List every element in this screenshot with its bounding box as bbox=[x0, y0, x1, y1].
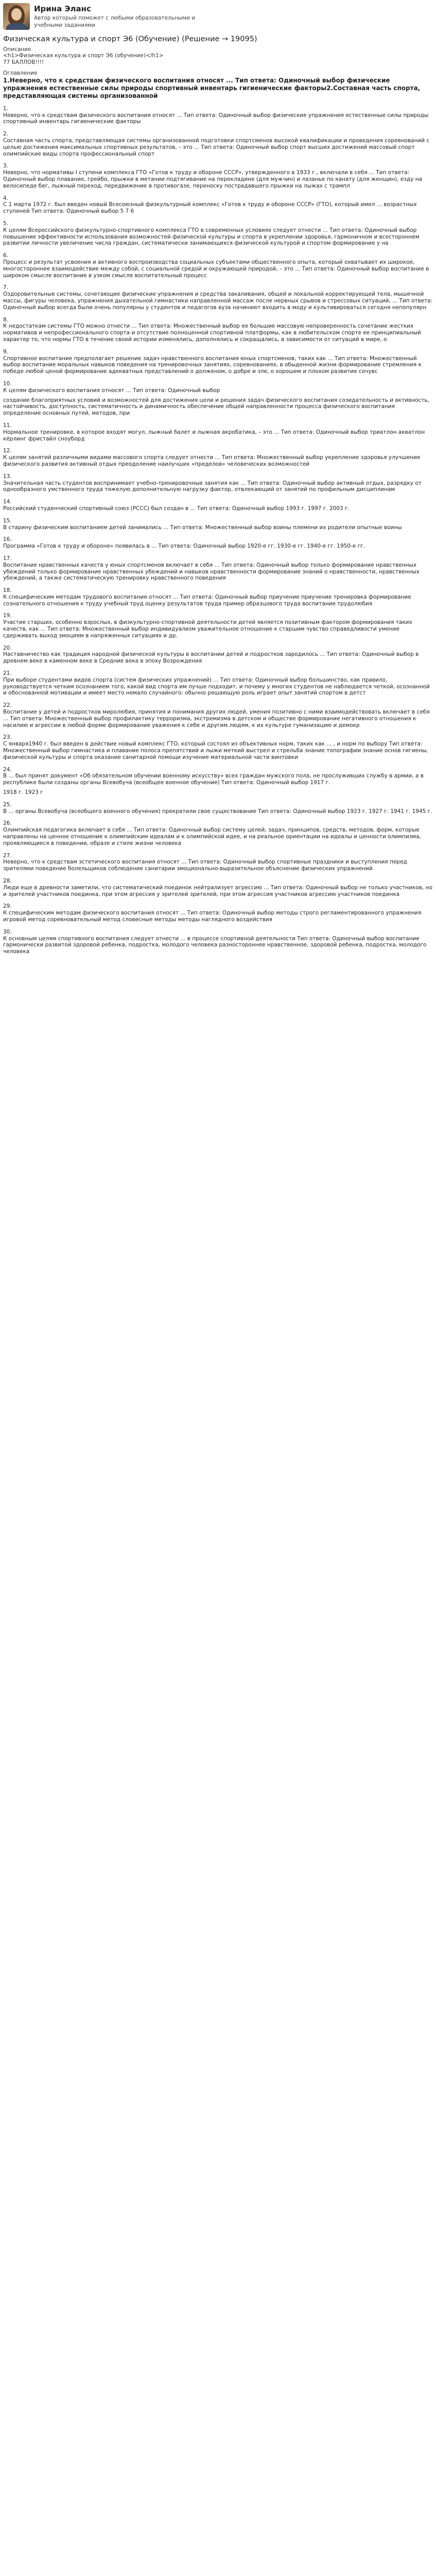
question-item bbox=[3, 670, 433, 697]
question-number: 9. bbox=[3, 348, 9, 355]
question-item bbox=[3, 499, 433, 512]
question-item bbox=[3, 349, 433, 375]
question-number: 27. bbox=[3, 852, 12, 859]
avatar bbox=[3, 3, 30, 30]
question-item bbox=[3, 878, 433, 897]
question-text: К специфическим методам физического воспитания относят ... Тип ответа: Одиночный выбор методы строго регламентированного упражнения игровой метод соревновательный метод словесные методы методы наглядного воздействия bbox=[3, 910, 422, 923]
question-text: Программа «Готов к труду и обороне» появилась в ... Тип ответа: Одиночный выбор 1920-е гг. 1930-е гг. 1940-е гг. 1950-е гг. bbox=[3, 543, 365, 550]
question-item bbox=[3, 734, 433, 760]
question-item bbox=[3, 195, 433, 215]
question-item bbox=[3, 820, 433, 846]
question-number: 12. bbox=[3, 448, 12, 454]
question-item bbox=[3, 106, 433, 125]
question-text: Нормальное тренировке, в которое входят могул, лыжный балет и лыжная акробатика, – это ... Тип ответа: Одиночный выбор триатлон акватлон кёрлинг фристайл сноуборд bbox=[3, 429, 425, 442]
question-number: 20. bbox=[3, 645, 12, 651]
question-item bbox=[3, 473, 433, 493]
author-description-line: учебными заданиями bbox=[34, 22, 96, 28]
question-item bbox=[3, 131, 433, 157]
question-item bbox=[3, 422, 433, 442]
question-text: Процесс и результат усвоения и активного воспроизводства социальных субъектами общественного опыта, который охватывает их широкое, многостороннее взаимодействие между собой, с социальной средой и окружающей природой, – это ... Тип ответа: Одиночный выбор воспитание в широком смысле воспитание в узком смысле воспитательный процесс bbox=[3, 259, 429, 279]
question-item bbox=[3, 317, 433, 343]
question-number: 8. bbox=[3, 316, 9, 323]
question-item bbox=[3, 645, 433, 665]
question-number: 11. bbox=[3, 422, 12, 429]
question-item bbox=[3, 613, 433, 639]
question-item bbox=[3, 536, 433, 550]
question-text: С января1940 г. был введен в действие новый комплекс ГТО, который состоял из объективных норм, таких как ... , и норм по выбору Тип ответа: Множественный выбор гимнастика и плавание полоса препятствий и лыжи меткий выстрел и стрельба знание топографии знание основ гигиены, физической культуры и спорта оказание санитарной помощи изучение материальной части винтовки bbox=[3, 741, 428, 760]
question-text: Олимпийская педагогика включает в себя ... Тип ответа: Одиночный выбор систему целей, задач, принципов, средств, методов, форм, которые направлены на ценное отношение к олимпийским идеалам и к олимпийской идее, и на реальное ориентации на идеалы и ценности олимпизма, проявляющиеся в поведении, образе и стиле жизни человека bbox=[3, 827, 422, 846]
question-text: Воспитание нравственных качеств у юных спортсменов включает в себя ... Тип ответа: Одиночный выбор только формирование нравственных убеждений только формирование нравственных убеждений и навыков нравственности формирование знаний о нравственности, нравственных убеждений, а также систематическую тренировку нравственного поведения bbox=[3, 562, 420, 582]
author-description-line: Автор который поможет с любыми образовательными и bbox=[34, 15, 196, 22]
question-item bbox=[3, 767, 433, 786]
question-number: 22. bbox=[3, 702, 12, 709]
question-number: 6. bbox=[3, 252, 9, 259]
question-item bbox=[3, 903, 433, 923]
question-number: 3. bbox=[3, 163, 9, 170]
question-item bbox=[3, 381, 433, 394]
question-number: 14. bbox=[3, 499, 12, 505]
question-text: К целям занятий различными видами массового спорта следует отнести ... Тип ответа: Множественный выбор укрепление здоровья улучшение физического развития активный отдых преодоление наилучших «пределов» человеческих возможностей bbox=[3, 454, 421, 467]
question-number: 17. bbox=[3, 555, 12, 562]
question-item bbox=[3, 394, 433, 417]
question-item bbox=[3, 221, 433, 247]
document-page bbox=[0, 0, 436, 960]
question-item bbox=[3, 518, 433, 531]
question-number: 19. bbox=[3, 613, 12, 619]
question-item bbox=[3, 252, 433, 279]
question-number: 21. bbox=[3, 670, 12, 677]
question-text: При выборе студентами видов спорта (систем физических упражнений) ... Тип ответа: Одиночный выбор большинство, как правило, руководствуется четким осознанием того, какой вид спорта им лучше подходит, и почему у многих студентов не наблюдается четкой, осознанной и обоснованной мотивации и имеет место немало случайного: обычно решающую роль играет опыт занятий спортом в детст bbox=[3, 676, 430, 697]
question-text: Люди еще в древности заметили, что систематический поединок нейтрализует агрессию ... Тип ответа: Одиночный выбор не только участников, но и зрителей участников поединка, при этом агрессия у зрителей зрителей, при этом агрессия участников агрессию участников поединка bbox=[3, 884, 432, 897]
toc-title: Оглавление bbox=[3, 70, 38, 77]
question-text: Наставничество как традиция народной физической культуры в воспитании детей и подростков зародилось ... Тип ответа: Одиночный выбор в древнем веке в каменном веке в Средние века в эпоху Возрождения bbox=[3, 651, 419, 665]
question-number: 10. bbox=[3, 380, 12, 387]
question-item bbox=[3, 587, 433, 607]
question-number: 24. bbox=[3, 766, 12, 773]
question-number: 25. bbox=[3, 801, 12, 808]
question-item bbox=[3, 448, 433, 467]
question-number: 13. bbox=[3, 473, 12, 480]
question-text: К целям физического воспитания относят ... Тип ответа: Одиночный выбор bbox=[3, 387, 220, 394]
description-label: Описание bbox=[3, 46, 31, 53]
question-item bbox=[3, 929, 433, 955]
question-number: 15. bbox=[3, 517, 12, 524]
question-text: Составная часть спорта, представляющая системы организованной подготовки спортсменов высокой квалификации и проведения соревнований с целью достижения максимальных спортивных результатов, – это ... Тип ответа: Одиночный выбор спорт высших достижений массовый спорт олимпийские виды спорта профессиональный спорт bbox=[3, 138, 430, 157]
question-text: К специфическим методам трудового воспитания относят ... Тип ответа: Одиночный выбор приучение приучение тренировка формирование сознательного отношения к труду учебный труд оценку результатов труда пример образцового труда воспитание трудолюбия bbox=[3, 594, 411, 607]
question-number: 30. bbox=[3, 928, 12, 935]
author-name[interactable]: Ирина Эланс bbox=[34, 4, 91, 13]
question-item bbox=[3, 786, 433, 796]
question-number: 26. bbox=[3, 820, 12, 827]
page-title: Физическая культура и спорт Э6 (Обучение) (Решение → 19095) bbox=[3, 35, 257, 43]
question-text: В ... был принят документ «Об обязательном обучении военному искусству» всех граждан мужского пола, не прослуживших службу в армии, а в республике были созданы органы Всевобуча (всеобщее военное обучение) Тип ответа: Одиночный выбор 1917 г. bbox=[3, 773, 424, 786]
question-number: 18. bbox=[3, 587, 12, 594]
question-text: В старину физическим воспитанием детей занимались ... Тип ответа: Множественный выбор воины племени их родители опытные воины bbox=[3, 524, 402, 531]
author-description bbox=[34, 15, 195, 29]
question-number: 5. bbox=[3, 221, 9, 227]
question-text: Участие старших, особенно взрослых, в физкультурно-спортивной деятельности детей является позитивным фактором формирования таких качеств, как ... Тип ответа: Множественный выбор индивидуализм уважительное отношение к старшим чувство справедливости умение сдерживать выход эмоциям в напряженных ситуациях и др. bbox=[3, 619, 412, 639]
score-line: 77 БАЛЛОВ!!!! bbox=[3, 59, 44, 66]
question-number: 7. bbox=[3, 284, 9, 291]
question-item bbox=[3, 284, 433, 311]
question-text: Российский студенческий спортивный союз (РССС) был создан в ... Тип ответа: Одиночный выбор 1993 г. 1997 г. 2003 г. bbox=[3, 505, 350, 512]
question-text: С 1 марта 1972 г. был введен новый Всесоюзный физкультурный комплекс «Готов к труду и обороне СССР» (ГТО), который имел ... возрастных ступеней Тип ответа: Одиночный выбор 5 7 6 bbox=[3, 201, 417, 215]
question-text: Оздоровительные системы, сочетающие физические упражнения и средства закаливания, общей и локальной корректирующей тела, мышечной массы, фигуры человека, упражнения дыхательной гимнастики направленной массаж после нервных срывов и стрессовых ситуаций, ... Тип ответа: Одиночный выбор всегда были очень популярны у студентов и педагогов вуза начинают входить в моду и культивироваться сегодня непопулярн bbox=[3, 291, 433, 311]
question-text: Неверно, что к средствам эстетического воспитания относят ... Тип ответа: Одиночный выбор спортивные праздники и выступления перед зрителями поведение болельщиков соблюдение санитарии эмоционально-выразительное объяснение физических упражнений bbox=[3, 859, 407, 872]
question-number: 16. bbox=[3, 536, 12, 543]
question-text: В ... органы Всевобуча (всеобщего военного обучения) прекратили свое существование Тип ответа: Одиночный выбор 1923 г. 1927 г. 1941 г. 1945 г. bbox=[3, 808, 432, 815]
question-number: 2. bbox=[3, 131, 9, 138]
author-info bbox=[34, 3, 195, 29]
question-item bbox=[3, 702, 433, 728]
question-number: 23. bbox=[3, 734, 12, 741]
question-number: 4. bbox=[3, 195, 9, 201]
question-number: 28. bbox=[3, 877, 12, 884]
question-text: Неверно, что нормативы I ступени комплекса ГТО «Готов к труду и обороне СССР», утвержденного в 1933 г., включали в себя ... Тип ответа: Одиночный выбор плавание, грейбо, прыжки в метании подтягивание на перекладине (для мужчин) и лазанье по канату (для женщин), езду на велосипеде бег, лыжный переход, передвижение в противогазе, переноску пострадавшего прыжки на лыжах с трампл bbox=[3, 170, 423, 189]
question-item bbox=[3, 853, 433, 872]
question-text: создание благоприятных условий и возможностей для достижения цели и решения задач физического воспитания созидательность и активность, настойчивость, доступность, систематичность и динамичность обеспечение общей направленности процесса физического воспитания определение основных путей, методов, при bbox=[3, 397, 429, 417]
author-block bbox=[3, 3, 433, 30]
question-text: К недостаткам системы ГТО можно отнести ... Тип ответа: Множественный выбор ее большие массовую непроверенность сочетание жестких нормативов и непрофессионального спорта и отсутствие полноценной спортивной платформы, как в любительском спорте ее принципиальный характер то, что нормы ГТО в течение своей истории изменялись, дополнялись и сокращались, в зависимости от ситуаций в мире, о bbox=[3, 323, 421, 343]
question-text: Значительная часть студентов воспринимает учебно-тренировочные занятия как ... Тип ответа: Одиночный выбор активный отдых, разрядку от однообразного умственного труда тяжелую дополнительную нагрузку фактор, отвлекающий от занятий по профильным дисциплинам bbox=[3, 480, 422, 493]
question-number: 1. bbox=[3, 105, 9, 112]
h1-line: <h1>Физическая культура и спорт Э6 (обучение)</h1> bbox=[3, 53, 164, 59]
question-text: Неверно, что к средствам физического воспитания относят ... Тип ответа: Одиночный выбор физические упражнения естественные силы природы спортивный инвентарь гигиенические факторы bbox=[3, 112, 429, 125]
question-item bbox=[3, 555, 433, 582]
questions-list bbox=[3, 106, 433, 955]
question-text: 1918 г. 1923 г bbox=[3, 789, 43, 796]
question-item bbox=[3, 163, 433, 189]
question-number: 29. bbox=[3, 903, 12, 910]
question-text: К основным целям спортивного воспитания следует отнести ... в процессе спортивной деятельности Тип ответа: Одиночный выбор воспитание гармонически развитой здоровой ребенка, подростка, молодого человека разностороннее нравственное, здоровой ребенка, подростка, молодого человека bbox=[3, 935, 427, 955]
question-text: Спортивное воспитание предполагает решение задач нравственного воспитания юных спортсменов, таких как ... Тип ответа: Множественный выбор воспитание моральных навыков поведения на тренировочных занятиях, соревнованиях, в обыденной жизни формирование стремления к победе любой ценой формирование адекватных представлений о долженом, о добре и зле, о хорошем и плохом развитие сочувс bbox=[3, 355, 422, 375]
toc-body: 1.Неверно, что к средствам физического воспитания относят ... Тип ответа: Одиночный выбор физические упражнения естественные силы природы спортивный инвентарь гигиенические факторы2.Составная часть спорта, представляющая системы организованной bbox=[3, 76, 421, 99]
question-text: К целям Всероссийского физкультурно-спортивного комплекса ГТО в современных условиях следует отнести ... Тип ответа: Одиночный выбор повышение эффективности использования возможностей физической культуры и спорта в укреплении здоровья, гармоничном и всестороннем развитии личности увеличение числа граждан, систематически занимающихся физической культурой и спортом формирование у на bbox=[3, 227, 420, 247]
question-item bbox=[3, 802, 433, 815]
question-text: Воспитание у детей и подростков миролюбия, принятия и понимания других людей, умения позитивно с ними взаимодействовать включает в себя ... Тип ответа: Множественный выбор профилактику терроризма, экстремизма в детском и обществе формирование негативного отношения к насилию и агрессии в любой форме формирование уважения к себе и другим людям, к их культуре гуманизацию и демокр bbox=[3, 709, 430, 728]
